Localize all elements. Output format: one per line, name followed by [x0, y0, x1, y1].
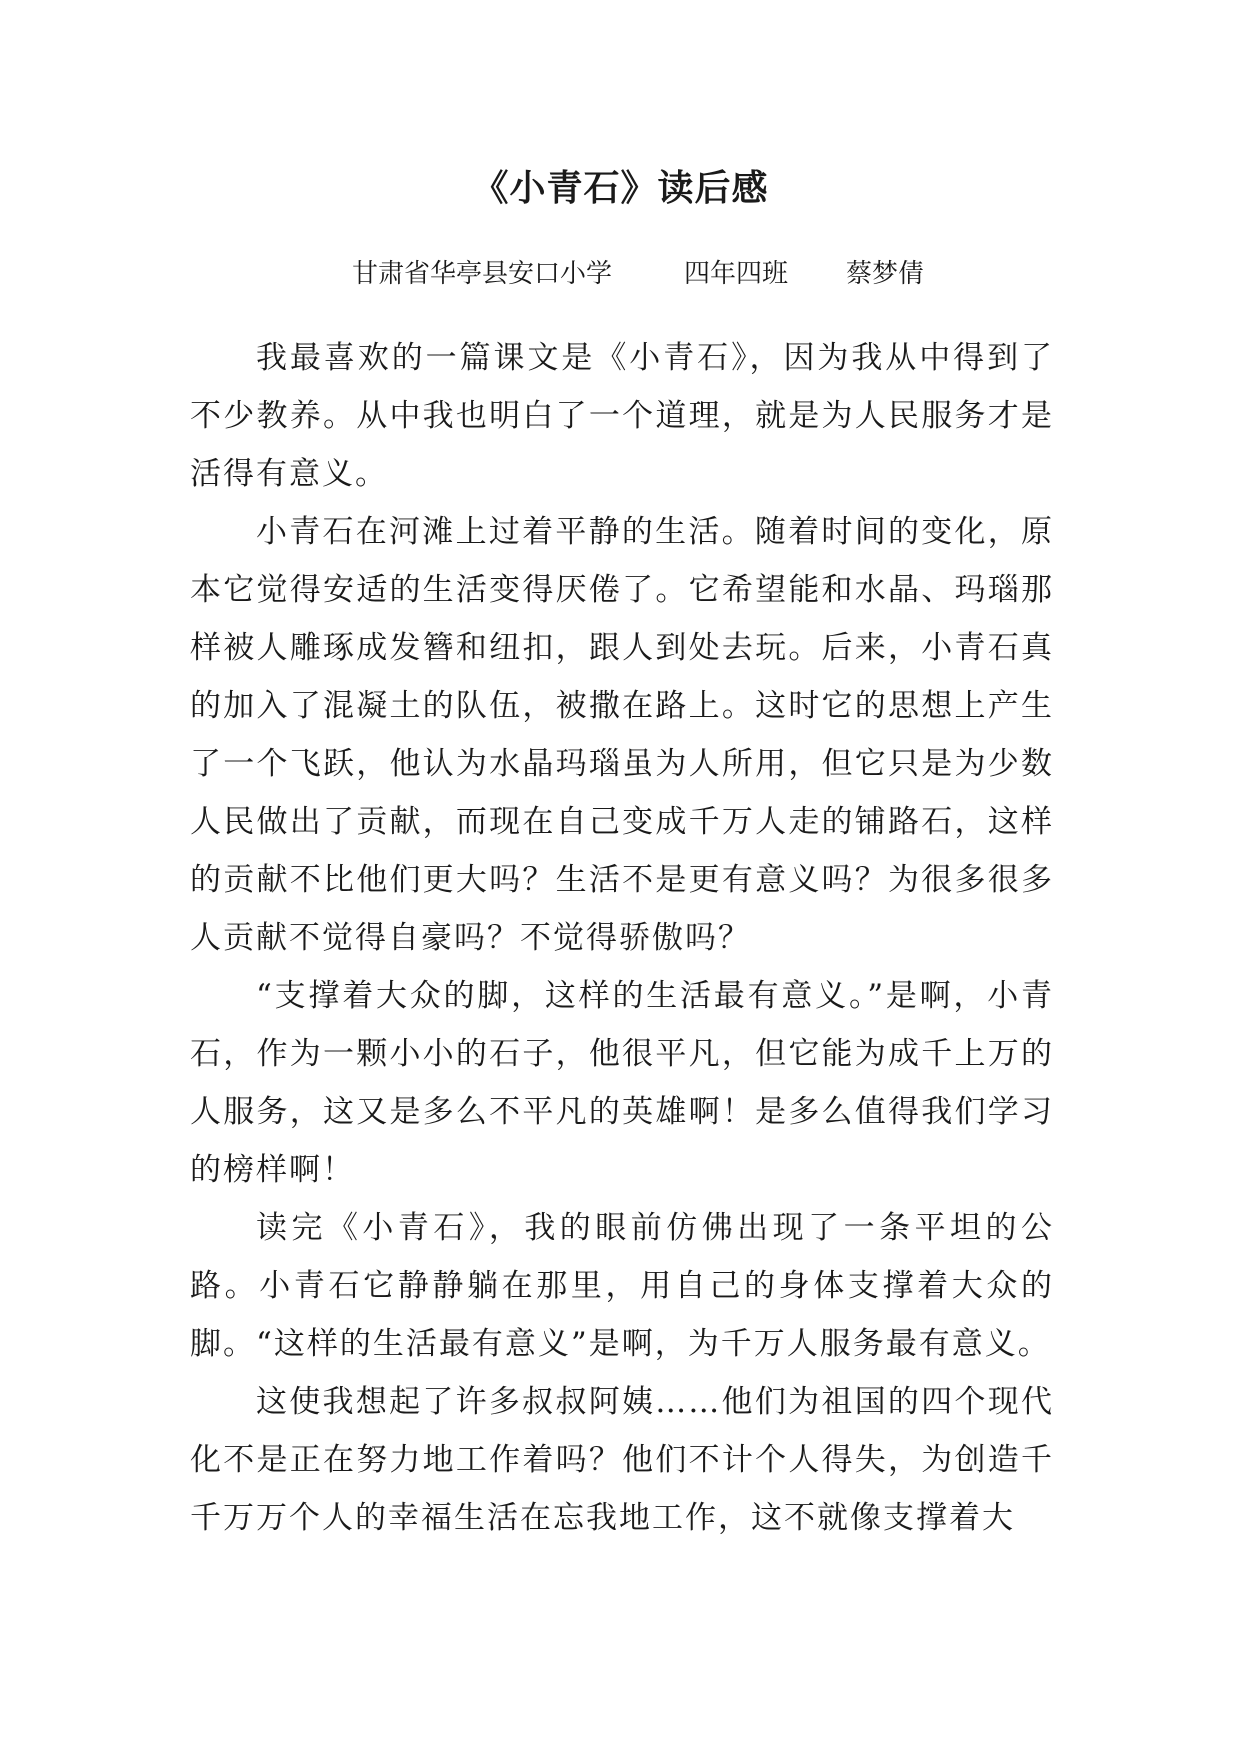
paragraph: 这使我想起了许多叔叔阿姨……他们为祖国的四个现代化不是正在努力地工作着吗？他们不计个人得失，为创造千千万万个人的幸福生活在忘我地工作，这不就像支撑着大 [190, 1384, 1054, 1536]
byline-class: 四年四班 [684, 259, 789, 289]
byline-school: 甘肃省华亭县安口小学 [352, 259, 613, 289]
paragraph: 小青石在河滩上过着平静的生活。随着时间的变化，原本它觉得安适的生活变得厌倦了。它希望能和水晶、玛瑙那样被人雕琢成发簪和纽扣，跟人到处去玩。后来，小青石真的加入了混凝土的队伍，被撒在路上。这时它的思想上产生了一个飞跃，他认为水晶玛瑙虽为人所用，但它只是为少数人民做出了贡献，而现在自己变成千万人走的铺路石，这样的贡献不比他们更大吗？生活不是更有意义吗？为很多很多人贡献不觉得自豪吗？不觉得骄傲吗？ [190, 514, 1054, 956]
byline-author: 蔡梦倩 [846, 259, 925, 289]
document-title: 《小青石》读后感 [472, 167, 769, 209]
paragraph: 我最喜欢的一篇课文是《小青石》，因为我从中得到了不少教养。从中我也明白了一个道理，就是为人民服务才是活得有意义。 [190, 340, 1054, 492]
essay-body [190, 329, 1054, 1547]
paragraph: “支撑着大众的脚，这样的生活最有意义。”是啊，小青石，作为一颗小小的石子，他很平凡，但它能为成千上万的人服务，这又是多么不平凡的英雄啊！是多么值得我们学习的榜样啊！ [190, 978, 1054, 1188]
paragraph: 读完《小青石》，我的眼前仿佛出现了一条平坦的公路。小青石它静静躺在那里，用自己的身体支撑着大众的脚。“这样的生活最有意义”是啊，为千万人服务最有意义。 [190, 1210, 1054, 1362]
byline [352, 254, 1052, 294]
